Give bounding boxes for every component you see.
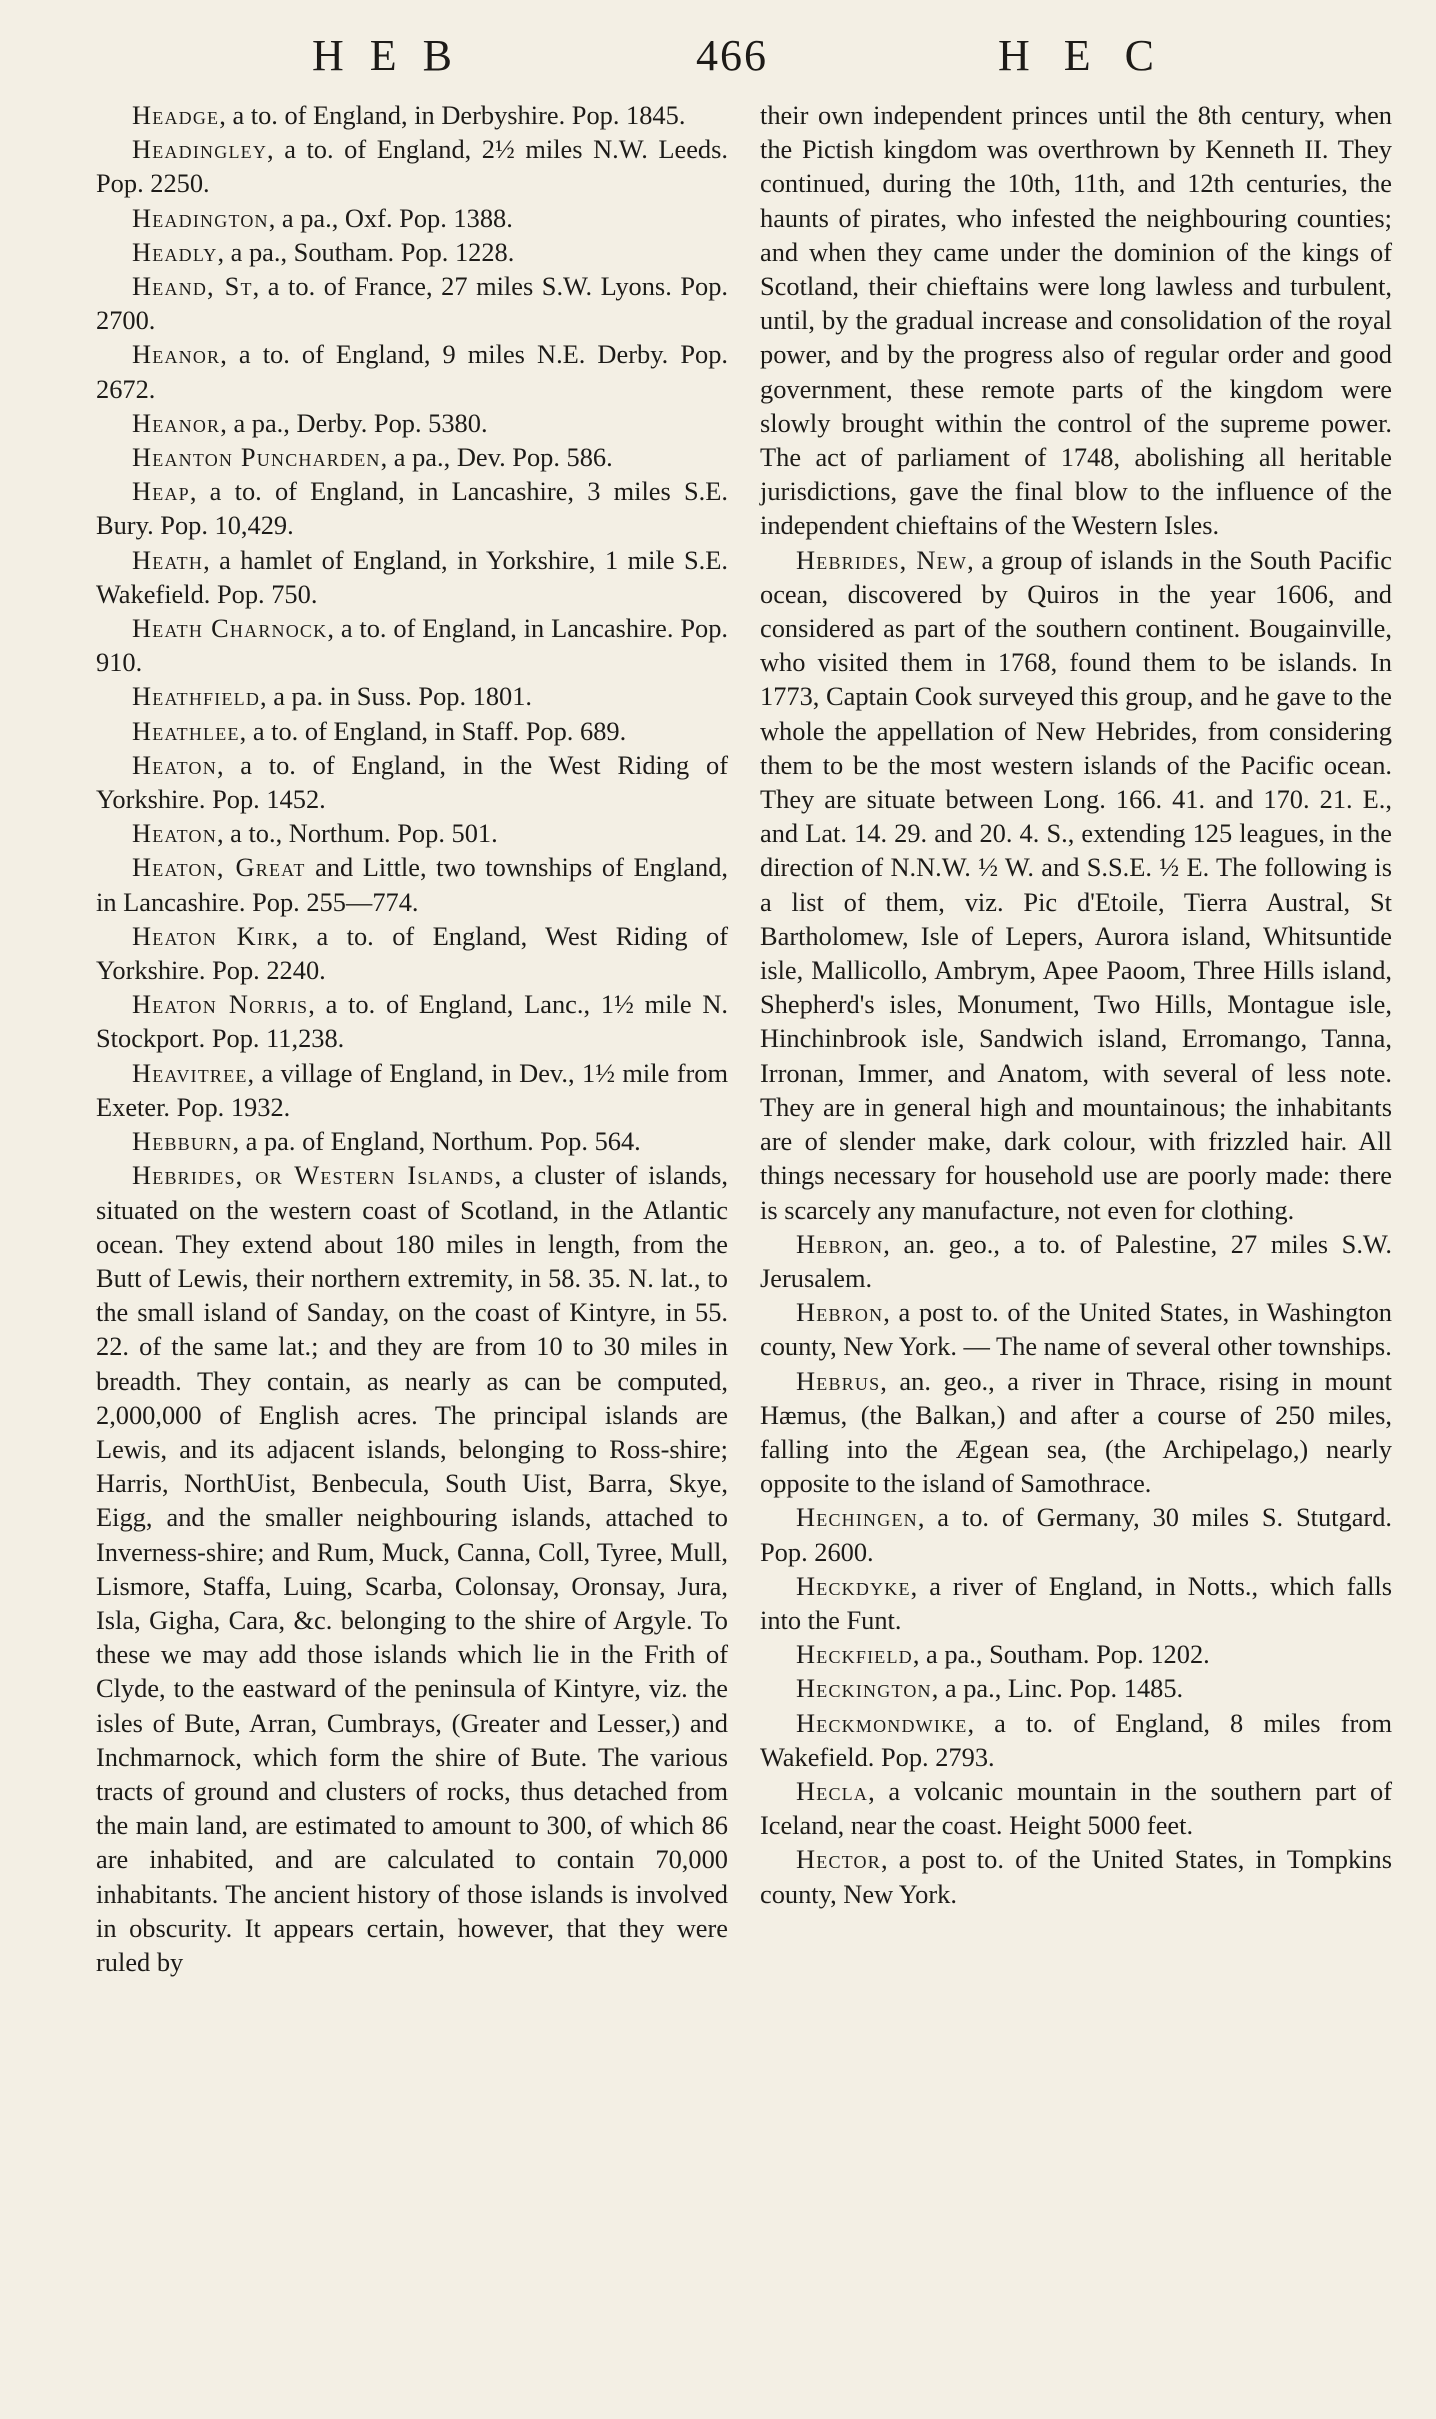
entry-headword: Heckdyke xyxy=(796,1570,911,1601)
dictionary-entry xyxy=(96,611,728,679)
entry-text: , a post to. of the United States, in Washington county, New York. — The name of several other townships. xyxy=(760,1297,1392,1362)
page-number: 466 xyxy=(696,31,768,80)
left-column xyxy=(96,98,728,1979)
dictionary-entry xyxy=(760,1706,1392,1774)
entry-headword: Hebron xyxy=(796,1297,884,1328)
entry-headword: Headge xyxy=(132,100,220,130)
entry-text: , a pa., Linc. Pop. 1485. xyxy=(931,1673,1184,1704)
dictionary-entry xyxy=(760,1295,1392,1363)
entry-headword: Hector xyxy=(796,1844,881,1875)
dictionary-entry xyxy=(760,1227,1392,1295)
entry-text: their own independent princes until the 8th century, when the Pictish kingdom was overthrown by Kenneth II. They continued, during the 10th, 11th, and 12th centuries, the haunts of pirates, who infested the neighbouring counties; and when they came under the dominion of the kings of Scotland, their chieftains were long lawless and turbulent, until, by the gradual increase and consolidation of the royal power, and by the progress also of regular order and good government, these remote parts of the kingdom were slowly brought within the control of the supreme power. The act of parliament of 1748, abolishing all heritable jurisdictions, gave the final blow to the influence of the independent chieftains of the Western Isles. xyxy=(760,100,1392,541)
dictionary-entry xyxy=(96,132,728,200)
entry-headword: Heath xyxy=(132,544,204,575)
entry-text: , a pa., Southam. Pop. 1228. xyxy=(217,236,515,267)
entry-headword: Hebrides, New xyxy=(796,544,968,575)
entry-text: , a hamlet of England, in Yorkshire, 1 mile S.E. Wakefield. Pop. 750. xyxy=(96,544,728,609)
entry-text: , a pa. of England, Northum. Pop. 564. xyxy=(232,1126,641,1157)
entry-headword: Hebrides, or Western Islands xyxy=(132,1160,495,1191)
entry-text: , a to. of England, 8 miles from Wakefield. Pop. 2793. xyxy=(760,1707,1392,1772)
entry-text: , a to. of England, in Staff. Pop. 689. xyxy=(239,715,627,746)
dictionary-entry xyxy=(96,987,728,1055)
entry-headword: Heaton Norris xyxy=(132,989,309,1020)
dictionary-entry xyxy=(96,679,728,713)
dictionary-entry xyxy=(96,474,728,542)
entry-headword: Hechingen xyxy=(796,1502,918,1533)
dictionary-entry xyxy=(760,1774,1392,1842)
entry-text: , a pa., Dev. Pop. 586. xyxy=(380,442,613,473)
entry-headword: Heap xyxy=(132,476,190,507)
entry-headword: Heaton Kirk xyxy=(132,920,292,951)
entry-headword: Headingley xyxy=(132,134,268,165)
dictionary-entry xyxy=(96,440,728,474)
entry-headword: Heckington xyxy=(796,1673,932,1704)
entry-headword: Heckmondwike xyxy=(796,1707,968,1738)
entry-text: , a to. of France, 27 miles S.W. Lyons. Pop. 2700. xyxy=(96,271,728,336)
running-head-right: HEC xyxy=(998,31,1188,80)
entry-text: , a village of England, in Dev., 1½ mile from Exeter. Pop. 1932. xyxy=(96,1057,728,1122)
dictionary-entry xyxy=(96,1056,728,1124)
entry-text: , a cluster of islands, situated on the western coast of Scotland, in the Atlantic ocean. They extend about 180 miles in length, from the Butt of Lewis, their northern extremity, in 58. 35. N. lat., to the small island of Sanday, on the coast of Kintyre, in 55. 22. of the same lat.; and they are from 10 to 30 miles in breadth. They contain, as nearly as can be computed, 2,000,000 of English acres. The principal islands are Lewis, and its adjacent islands, belonging to Ross-shire; Harris, NorthUist, Benbecula, South Uist, Barra, Skye, Eigg, and the smaller neighbouring islands, attached to Inverness-shire; and Rum, Muck, Canna, Coll, Tyree, Mull, Lismore, Staffa, Luing, Scarba, Colonsay, Oronsay, Jura, Isla, Gigha, Cara, &c. belonging to the shire of Argyle. To these we may add those islands which lie in the Frith of Clyde, to the eastward of the peninsula of Kintyre, viz. the isles of Bute, Arran, Cumbrays, (Greater and Lesser,) and Inchmarnock, which form the shire of Bute. The various tracts of ground and clusters of rocks, thus detached from the main land, are estimated to amount to 300, of which 86 are inhabited, and are calculated to contain 70,000 inhabitants. The ancient history of those islands is involved in obscurity. It appears certain, however, that they were ruled by xyxy=(96,1160,728,1977)
entry-headword: Heaton xyxy=(132,818,217,849)
entry-headword: Heaton xyxy=(132,749,217,780)
dictionary-entry xyxy=(96,1158,728,1979)
dictionary-entry xyxy=(96,543,728,611)
dictionary-entry xyxy=(96,269,728,337)
dictionary-entry xyxy=(760,1500,1392,1568)
dictionary-entry xyxy=(96,1124,728,1158)
entry-headword: Heckfield xyxy=(796,1639,913,1670)
dictionary-entry xyxy=(96,337,728,405)
entry-headword: Heanton Puncharden xyxy=(132,442,381,473)
entry-text: , a pa. in Suss. Pop. 1801. xyxy=(260,681,533,712)
entry-text: , a to. of England, in Lancashire, 3 miles S.E. Bury. Pop. 10,429. xyxy=(96,476,728,541)
dictionary-entry xyxy=(96,714,728,748)
dictionary-entry xyxy=(96,98,728,132)
entry-text: , a volcanic mountain in the southern part of Iceland, near the coast. Height 5000 feet. xyxy=(760,1775,1392,1841)
dictionary-entry xyxy=(760,1842,1392,1910)
dictionary-entry xyxy=(96,406,728,440)
dictionary-entry xyxy=(760,543,1392,1227)
entry-text: , a to. of England, Lanc., 1½ mile N. Stockport. Pop. 11,238. xyxy=(96,989,729,1054)
dictionary-entry xyxy=(96,919,728,987)
entry-headword: Heath Charnock xyxy=(132,613,328,644)
dictionary-entry xyxy=(760,1637,1392,1671)
dictionary-entry xyxy=(96,748,728,816)
dictionary-entry xyxy=(96,850,728,918)
entry-headword: Hebburn xyxy=(132,1126,233,1157)
entry-headword: Headington xyxy=(132,202,269,233)
dictionary-entry xyxy=(96,235,728,269)
entry-text: and Little, two townships of England, in Lancashire. Pop. 255—774. xyxy=(96,852,728,917)
entry-headword: Heavitree xyxy=(132,1057,248,1088)
entry-text: , a to. of England, West Riding of Yorkshire. Pop. 2240. xyxy=(96,920,728,986)
entry-headword: Headly xyxy=(132,236,218,267)
entry-headword: Hebrus xyxy=(796,1365,881,1396)
dictionary-entry xyxy=(760,98,1392,543)
running-head-left: HEB xyxy=(312,31,478,80)
entry-text: , a to. of England, 9 miles N.E. Derby. Pop. 2672. xyxy=(96,339,728,404)
entry-headword: Heathlee xyxy=(132,715,240,746)
entry-text: , a river of England, in Notts., which falls into the Funt. xyxy=(760,1570,1392,1635)
entry-headword: Heaton, Great xyxy=(132,852,306,883)
entry-headword: Heanor xyxy=(132,339,221,370)
entry-headword: Hebron xyxy=(796,1228,884,1259)
dictionary-entry xyxy=(760,1569,1392,1637)
dictionary-entry xyxy=(760,1671,1392,1705)
entry-text: , a pa., Derby. Pop. 5380. xyxy=(220,407,488,438)
entry-text: , an. geo., a river in Thrace, rising in mount Hæmus, (the Balkan,) and after a course of 250 miles, falling into the Ægean sea, (the Archipelago,) nearly opposite to the island of Samothrace. xyxy=(760,1365,1392,1499)
running-head xyxy=(0,30,1436,86)
entry-text: , a to. of Germany, 30 miles S. Stutgard. Pop. 2600. xyxy=(760,1502,1392,1567)
dictionary-entry xyxy=(96,816,728,850)
right-column xyxy=(760,98,1392,1911)
entry-text: , a to. of England, in the West Riding of Yorkshire. Pop. 1452. xyxy=(96,749,728,815)
entry-headword: Heathfield xyxy=(132,681,261,712)
entry-text: , a to., Northum. Pop. 501. xyxy=(216,818,498,849)
entry-headword: Heand, St xyxy=(132,271,253,302)
entry-text: , a to. of England, in Lancashire. Pop. 910. xyxy=(96,613,728,678)
entry-headword: Hecla xyxy=(796,1775,869,1806)
dictionary-entry xyxy=(760,1364,1392,1501)
entry-text: , a to. of England, 2½ miles N.W. Leeds. Pop. 2250. xyxy=(96,134,728,199)
entry-text: , a to. of England, in Derbyshire. Pop. 1845. xyxy=(219,100,686,130)
entry-text: , a pa., Oxf. Pop. 1388. xyxy=(268,202,513,233)
dictionary-entry xyxy=(96,201,728,235)
entry-text: , a pa., Southam. Pop. 1202. xyxy=(912,1639,1210,1670)
entry-text: , a post to. of the United States, in Tompkins county, New York. xyxy=(760,1844,1392,1909)
entry-headword: Heanor xyxy=(132,407,221,438)
entry-text: , a group of islands in the South Pacific ocean, discovered by Quiros in the year 1606, and considered as part of the southern continent. Bougainville, who visited them in 1768, found them to be islands. In 1773, Captain Cook surveyed this group, and he gave to the whole the appellation of New Hebrides, from considering them to be the most western islands of the Pacific ocean. They are situate between Long. 166. 41. and 170. 21. E., and Lat. 14. 29. and 20. 4. S., extending 125 leagues, in the direction of N.N.W. ½ W. and S.S.E. ½ E. The following is a list of them, viz. Pic d'Etoile, Tierra Austral, St Bartholomew, Isle of Lepers, Aurora island, Whitsuntide isle, Mallicollo, Ambrym, Apee Paoom, Three Hills island, Shepherd's isles, Monument, Two Hills, Montague isle, Hinchinbrook isle, Sandwich island, Erromango, Tanna, Irronan, Immer, and Anatom, with several of less note. They are in general high and mountainous; the inhabitants are of slender make, dark colour, with frizzled hair. All things necessary for household use are poorly made: there is scarcely any manufacture, not even for clothing. xyxy=(760,544,1392,1225)
entry-text: , an. geo., a to. of Palestine, 27 miles S.W. Jerusalem. xyxy=(760,1228,1392,1293)
